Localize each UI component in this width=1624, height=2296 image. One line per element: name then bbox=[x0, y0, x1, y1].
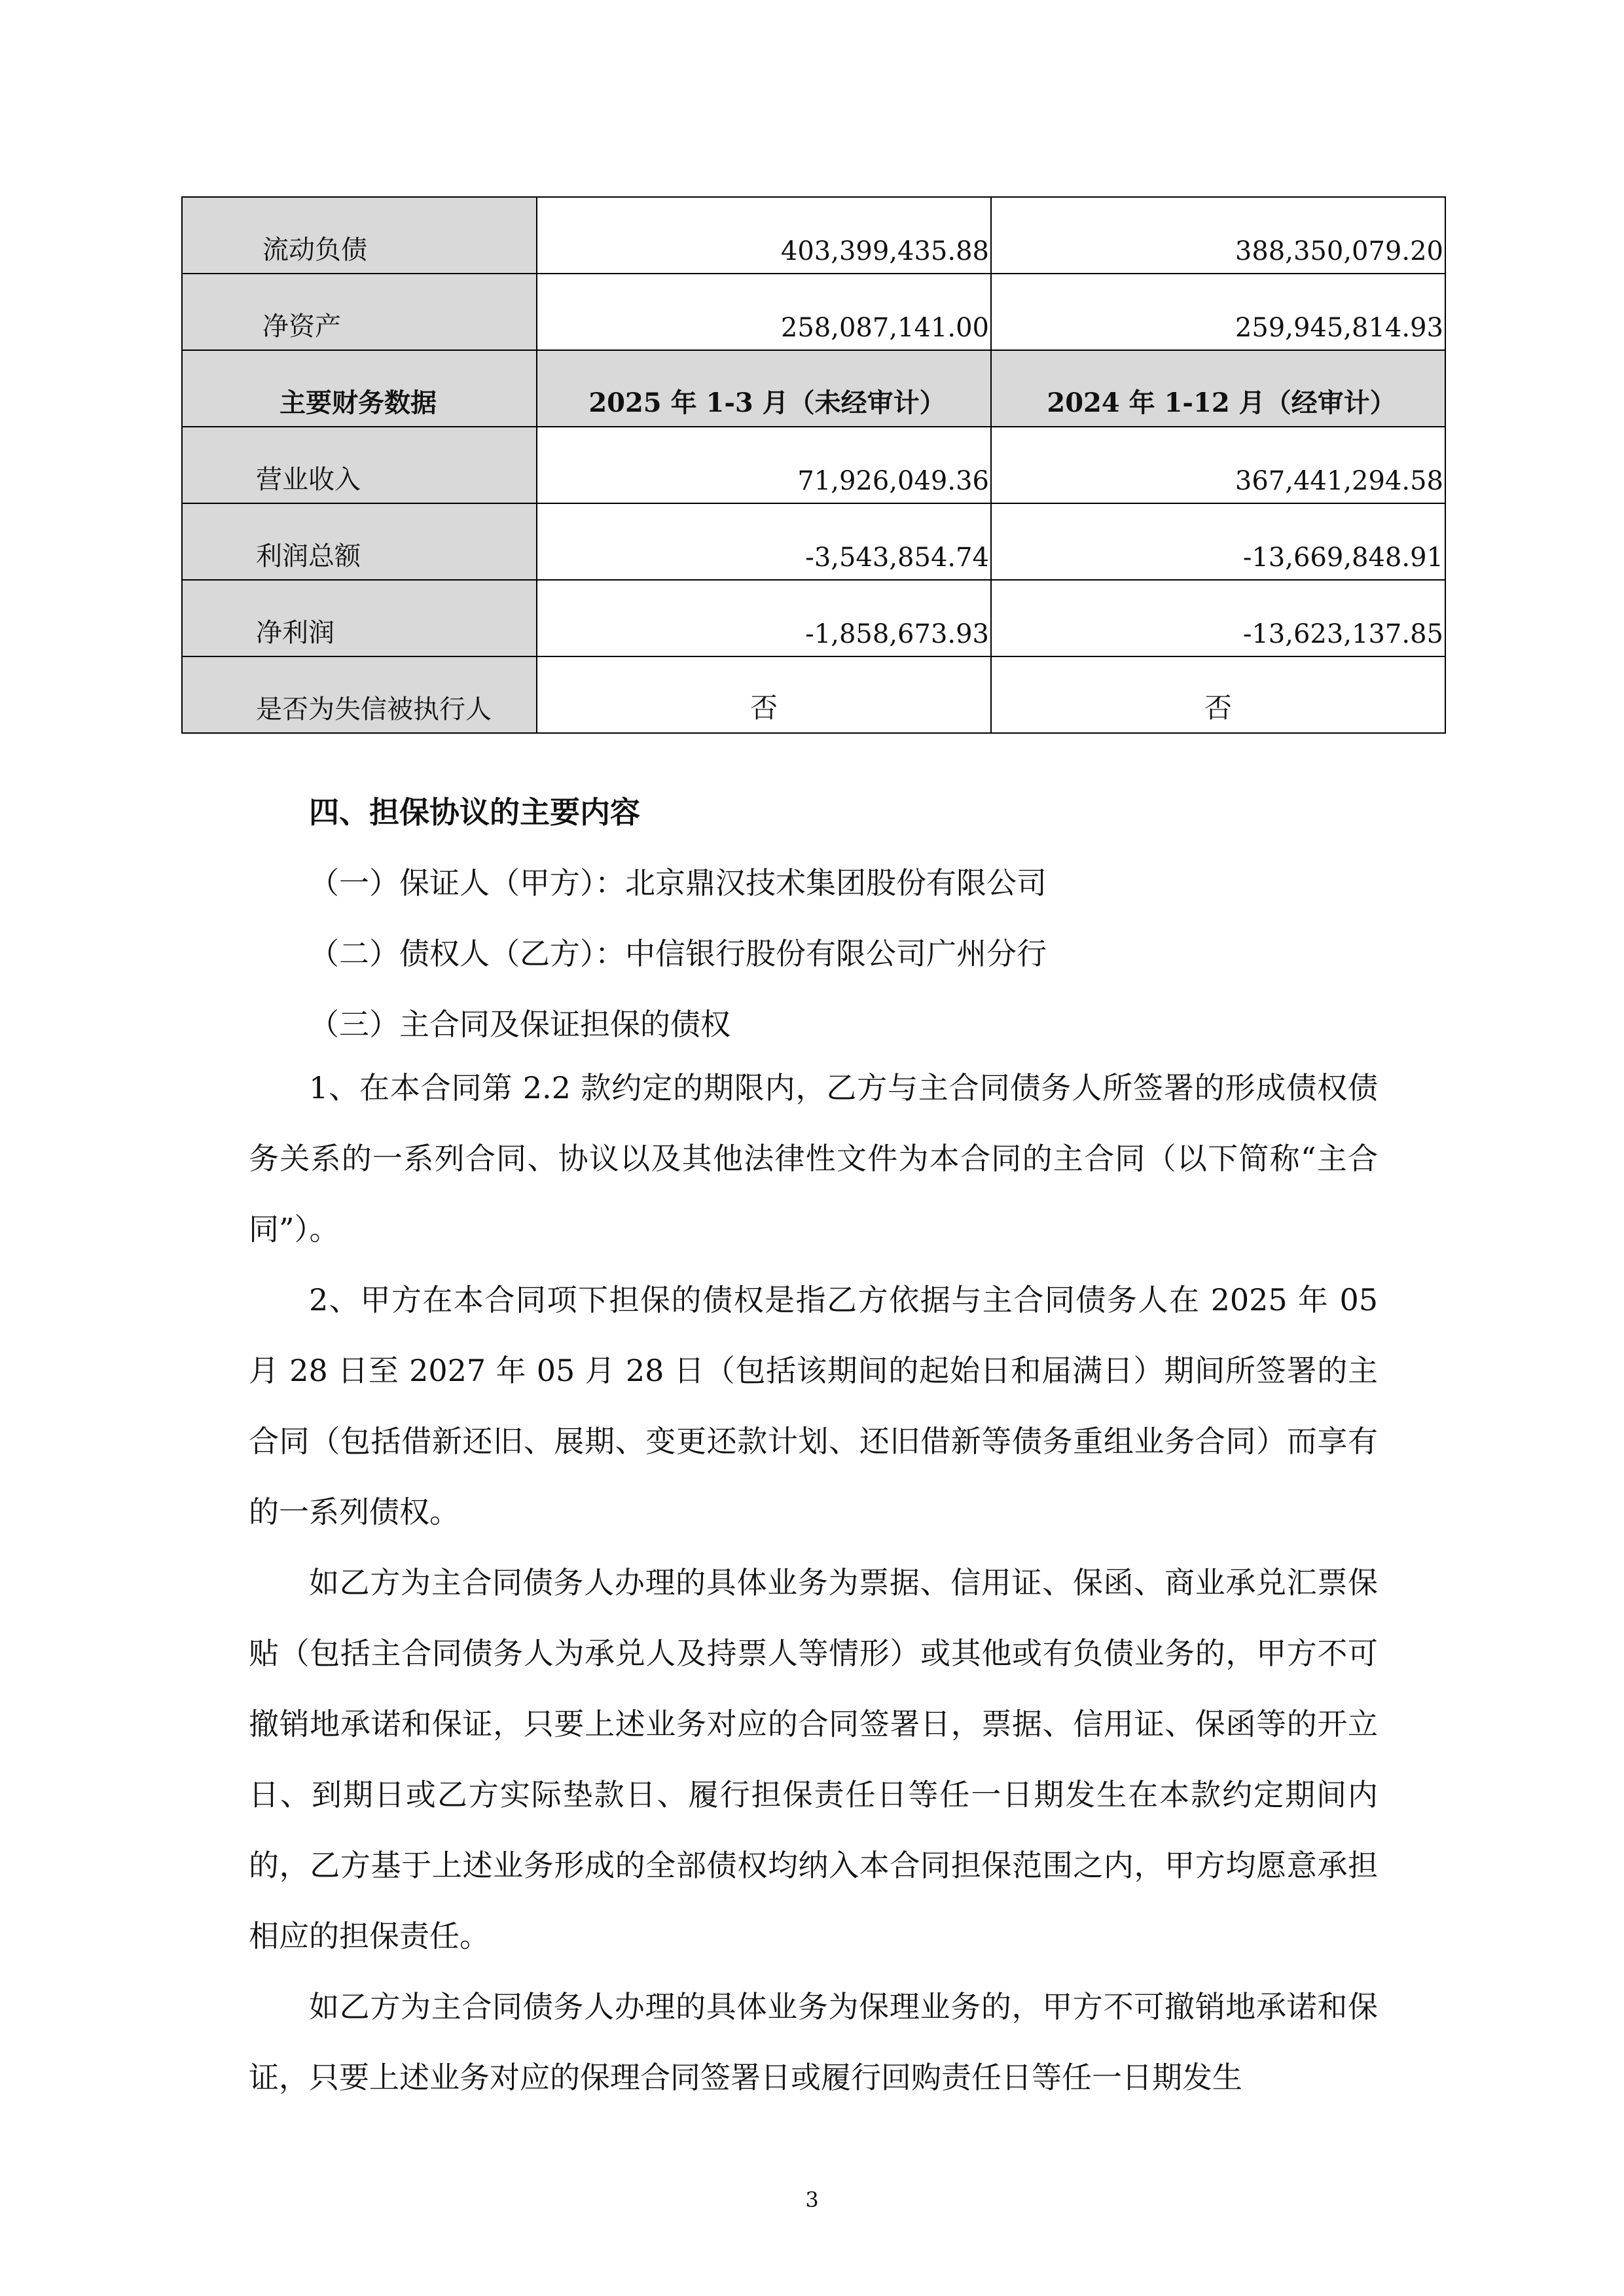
creditor-line: （二）债权人（乙方）：中信银行股份有限公司广州分行 bbox=[309, 936, 1047, 971]
paragraph-1: 1、在本合同第 2.2 款约定的期限内，乙方与主合同债务人所签署的形成债权债务关系的一系列合同、协议以及其他法律性文件为本合同的主合同（以下简称“主合同”）。 bbox=[249, 1070, 1378, 1247]
row-value: -1,858,673.93 bbox=[537, 580, 991, 656]
row-label: 是否为失信被执行人 bbox=[182, 656, 537, 733]
row-label: 净利润 bbox=[182, 580, 537, 656]
paragraph-3: 如乙方为主合同债务人办理的具体业务为票据、信用证、保函、商业承兑汇票保贴（包括主合同债务人为承兑人及持票人等情形）或其他或有负债业务的，甲方不可撤销地承诺和保证，只要上述业务对应的合同签署日，票据、信用证、保函等的开立日、到期日或乙方实际垫款日、履行担保责任日等任一日期发生在本款约定期间内的，乙方基于上述业务形成的全部债权均纳入本合同担保范围之内，甲方均愿意承担相应的担保责任。 bbox=[249, 1565, 1378, 1954]
row-value: 71,926,049.36 bbox=[537, 427, 991, 503]
header-label: 主要财务数据 bbox=[182, 350, 537, 427]
row-value: 388,350,079.20 bbox=[991, 197, 1445, 274]
row-value: 367,441,294.58 bbox=[991, 427, 1445, 503]
row-value: 否 bbox=[537, 656, 991, 733]
row-value: 否 bbox=[991, 656, 1445, 733]
row-label: 利润总额 bbox=[182, 503, 537, 580]
table-row bbox=[182, 427, 1445, 503]
table-row bbox=[182, 580, 1445, 656]
table-row bbox=[182, 503, 1445, 580]
row-label: 营业收入 bbox=[182, 427, 537, 503]
paragraph-4: 如乙方为主合同债务人办理的具体业务为保理业务的，甲方不可撤销地承诺和保证，只要上述业务对应的保理合同签署日或履行回购责任日等任一日期发生 bbox=[249, 1989, 1378, 2095]
table-header-row bbox=[182, 350, 1445, 427]
table-row bbox=[182, 274, 1445, 350]
row-value: 403,399,435.88 bbox=[537, 197, 991, 274]
page-number: 3 bbox=[805, 2187, 819, 2212]
guarantor-line: （一）保证人（甲方）：北京鼎汉技术集团股份有限公司 bbox=[309, 865, 1047, 901]
paragraph-2: 2、甲方在本合同项下担保的债权是指乙方依据与主合同债务人在 2025 年 05 月 28 日至 2027 年 05 月 28 日（包括该期间的起始日和届满日）期间所签署的主合同（包括借新还旧、展期、变更还款计划、还旧借新等债务重组业务合同）而享有的一系列债权。 bbox=[249, 1282, 1378, 1530]
section-heading: 四、担保协议的主要内容 bbox=[309, 795, 640, 830]
row-label: 净资产 bbox=[182, 274, 537, 350]
row-value: -3,543,854.74 bbox=[537, 503, 991, 580]
table-row bbox=[182, 656, 1445, 733]
row-value: 258,087,141.00 bbox=[537, 274, 991, 350]
row-value: -13,669,848.91 bbox=[991, 503, 1445, 580]
row-label: 流动负债 bbox=[182, 197, 537, 274]
row-value: -13,623,137.85 bbox=[991, 580, 1445, 656]
financial-data-table bbox=[181, 196, 1446, 734]
row-value: 259,945,814.93 bbox=[991, 274, 1445, 350]
main-contract-line: （三）主合同及保证担保的债权 bbox=[309, 1007, 731, 1042]
header-period-2025: 2025 年 1-3 月（未经审计） bbox=[537, 350, 991, 427]
header-period-2024: 2024 年 1-12 月（经审计） bbox=[991, 350, 1445, 427]
table-row bbox=[182, 197, 1445, 274]
